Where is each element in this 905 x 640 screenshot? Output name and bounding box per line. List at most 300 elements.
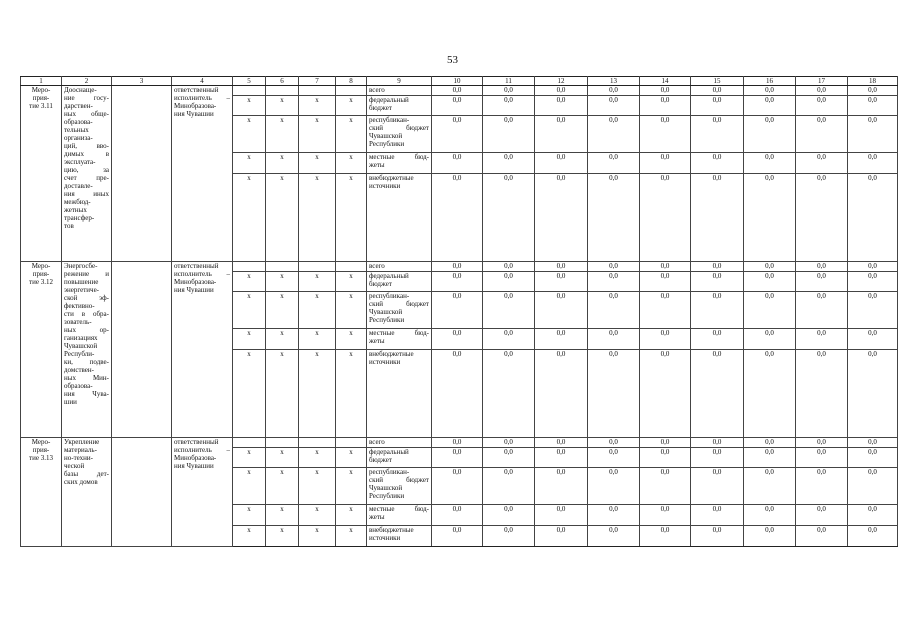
value-cell: 0,0	[744, 292, 796, 329]
value-cell: 0,0	[588, 292, 640, 329]
text-line: трансфер-	[64, 214, 95, 222]
text-line: внебюджетные	[369, 174, 414, 182]
code-cell: x	[266, 96, 299, 116]
value-cell: 0,0	[848, 174, 898, 262]
value-cell: 0,0	[848, 505, 898, 526]
measure-label	[21, 438, 62, 547]
text-line: ки, подве-	[64, 358, 109, 366]
value-cell: 0,0	[640, 448, 691, 468]
code-cell	[266, 262, 299, 272]
value-cell: 0,0	[796, 526, 848, 547]
text-line: Чувашской	[64, 342, 98, 350]
text-line: ния Чува-	[64, 390, 109, 398]
code-cell	[266, 86, 299, 96]
funding-source	[367, 468, 432, 505]
header-row	[21, 77, 898, 86]
value-cell: 0,0	[744, 272, 796, 292]
text-line: Меро-	[31, 86, 51, 94]
column-header: 1	[21, 77, 62, 86]
code-cell: x	[266, 350, 299, 438]
code-cell: x	[266, 468, 299, 505]
value-cell: 0,0	[796, 153, 848, 174]
code-cell	[336, 262, 367, 272]
text-line: Меро-	[31, 438, 51, 446]
value-cell: 0,0	[848, 448, 898, 468]
value-cell: 0,0	[535, 86, 588, 96]
funding-source	[367, 96, 432, 116]
code-cell: x	[266, 329, 299, 350]
text-line: Чувашской	[369, 308, 403, 316]
page-number: 53	[447, 54, 458, 66]
text-line: исполнитель –	[174, 94, 230, 102]
value-cell: 0,0	[796, 438, 848, 448]
text-line: Дооснаще-	[64, 86, 97, 94]
text-line: местные бюд-	[369, 153, 429, 161]
column-header: 4	[172, 77, 233, 86]
code-cell: x	[299, 116, 336, 153]
value-cell: 0,0	[691, 292, 744, 329]
value-cell: 0,0	[744, 96, 796, 116]
text-line: Минобразова-	[174, 278, 217, 286]
value-cell: 0,0	[535, 526, 588, 547]
column-header: 12	[535, 77, 588, 86]
text-line: ских домов	[64, 478, 98, 486]
value-cell: 0,0	[691, 329, 744, 350]
value-cell: 0,0	[535, 174, 588, 262]
table-row	[21, 86, 898, 96]
code-cell: x	[233, 272, 266, 292]
value-cell: 0,0	[640, 153, 691, 174]
value-cell: 0,0	[640, 526, 691, 547]
text-line: бюджет	[369, 456, 392, 464]
value-cell: 0,0	[483, 96, 535, 116]
column-header: 5	[233, 77, 266, 86]
code-cell: x	[336, 448, 367, 468]
value-cell: 0,0	[483, 272, 535, 292]
text-line: местные бюд-	[369, 505, 429, 513]
column-header: 9	[367, 77, 432, 86]
code-cell: x	[233, 174, 266, 262]
code-cell	[266, 438, 299, 448]
text-line: цию, за	[64, 166, 109, 174]
code-cell	[336, 86, 367, 96]
value-cell: 0,0	[848, 438, 898, 448]
text-line: федеральный	[369, 448, 409, 456]
text-line: федеральный	[369, 96, 409, 104]
text-line: эксплуата-	[64, 158, 96, 166]
text-line: внебюджетные	[369, 526, 414, 534]
text-line: источники	[369, 182, 401, 190]
text-line: прия-	[32, 94, 50, 102]
value-cell: 0,0	[848, 116, 898, 153]
value-cell: 0,0	[640, 505, 691, 526]
value-cell: 0,0	[691, 153, 744, 174]
value-cell: 0,0	[535, 350, 588, 438]
code-cell: x	[336, 292, 367, 329]
funding-source	[367, 86, 432, 96]
value-cell: 0,0	[796, 329, 848, 350]
column-header: 17	[796, 77, 848, 86]
value-cell: 0,0	[535, 438, 588, 448]
text-line: димых в	[64, 150, 109, 158]
value-cell: 0,0	[744, 153, 796, 174]
funding-source	[367, 116, 432, 153]
code-cell: x	[299, 468, 336, 505]
value-cell: 0,0	[848, 526, 898, 547]
value-cell: 0,0	[588, 526, 640, 547]
code-cell: x	[336, 329, 367, 350]
empty-cell	[112, 262, 172, 438]
column-header: 11	[483, 77, 535, 86]
value-cell: 0,0	[691, 116, 744, 153]
text-line: ния иных	[64, 190, 109, 198]
code-cell: x	[299, 153, 336, 174]
column-header: 8	[336, 77, 367, 86]
code-cell: x	[336, 468, 367, 505]
value-cell: 0,0	[432, 526, 483, 547]
text-line: внебюджетные	[369, 350, 414, 358]
column-header: 10	[432, 77, 483, 86]
text-line: ций, вво-	[64, 142, 109, 150]
value-cell: 0,0	[640, 329, 691, 350]
text-line: Республи-	[64, 350, 95, 358]
value-cell: 0,0	[432, 86, 483, 96]
value-cell: 0,0	[640, 86, 691, 96]
code-cell: x	[299, 329, 336, 350]
column-header: 18	[848, 77, 898, 86]
code-cell: x	[336, 272, 367, 292]
value-cell: 0,0	[588, 448, 640, 468]
value-cell: 0,0	[588, 272, 640, 292]
text-line: ответственный	[174, 262, 219, 270]
value-cell: 0,0	[796, 448, 848, 468]
text-line: повышение	[64, 278, 99, 286]
value-cell: 0,0	[432, 329, 483, 350]
text-line: Меро-	[31, 262, 51, 270]
text-line: ский бюджет	[369, 124, 429, 132]
code-cell: x	[336, 174, 367, 262]
code-cell: x	[233, 505, 266, 526]
column-header: 7	[299, 77, 336, 86]
value-cell: 0,0	[535, 329, 588, 350]
measure-name	[62, 262, 112, 438]
value-cell: 0,0	[432, 153, 483, 174]
value-cell: 0,0	[588, 468, 640, 505]
measure-label	[21, 86, 62, 262]
text-line: ответственный	[174, 438, 219, 446]
code-cell: x	[299, 505, 336, 526]
text-line: дарствен-	[64, 102, 93, 110]
text-line: но-техни-	[64, 454, 93, 462]
text-line: жеты	[369, 513, 385, 521]
text-line: всего	[369, 438, 385, 446]
code-cell: x	[336, 116, 367, 153]
text-line: ния Чувашии	[174, 462, 214, 470]
code-cell: x	[266, 505, 299, 526]
empty-cell	[112, 438, 172, 547]
text-line: исполнитель –	[174, 270, 230, 278]
value-cell: 0,0	[796, 86, 848, 96]
value-cell: 0,0	[588, 329, 640, 350]
text-line: источники	[369, 534, 401, 542]
text-line: республикан-	[369, 468, 410, 476]
text-line: всего	[369, 86, 385, 94]
measure-label	[21, 262, 62, 438]
value-cell: 0,0	[848, 350, 898, 438]
text-line: ных Мин-	[64, 374, 109, 382]
value-cell: 0,0	[535, 116, 588, 153]
value-cell: 0,0	[744, 86, 796, 96]
value-cell: 0,0	[535, 505, 588, 526]
code-cell	[299, 86, 336, 96]
code-cell: x	[266, 116, 299, 153]
value-cell: 0,0	[483, 262, 535, 272]
value-cell: 0,0	[483, 116, 535, 153]
value-cell: 0,0	[848, 262, 898, 272]
text-line: ных ор-	[64, 326, 109, 334]
text-line: всего	[369, 262, 385, 270]
funding-source	[367, 526, 432, 547]
code-cell: x	[233, 116, 266, 153]
text-line: Республики	[369, 492, 405, 500]
value-cell: 0,0	[744, 438, 796, 448]
code-cell: x	[233, 292, 266, 329]
code-cell: x	[299, 292, 336, 329]
text-line: республикан-	[369, 292, 410, 300]
text-line: организа-	[64, 134, 93, 142]
code-cell: x	[233, 329, 266, 350]
executor	[172, 86, 233, 262]
text-line: образова-	[64, 382, 93, 390]
value-cell: 0,0	[744, 350, 796, 438]
value-cell: 0,0	[432, 174, 483, 262]
value-cell: 0,0	[744, 329, 796, 350]
text-line: домствен-	[64, 366, 94, 374]
funding-source	[367, 350, 432, 438]
measure-name	[62, 86, 112, 262]
value-cell: 0,0	[535, 292, 588, 329]
value-cell: 0,0	[535, 448, 588, 468]
text-line: ской эф-	[64, 294, 109, 302]
value-cell: 0,0	[535, 153, 588, 174]
value-cell: 0,0	[432, 350, 483, 438]
value-cell: 0,0	[588, 350, 640, 438]
column-header: 2	[62, 77, 112, 86]
value-cell: 0,0	[691, 438, 744, 448]
code-cell: x	[233, 448, 266, 468]
table-row	[21, 262, 898, 272]
text-line: доставле-	[64, 182, 93, 190]
text-line: ганизациях	[64, 334, 98, 342]
value-cell: 0,0	[848, 153, 898, 174]
funding-source	[367, 329, 432, 350]
value-cell: 0,0	[432, 292, 483, 329]
value-cell: 0,0	[691, 262, 744, 272]
column-header: 13	[588, 77, 640, 86]
value-cell: 0,0	[796, 505, 848, 526]
value-cell: 0,0	[535, 272, 588, 292]
text-line: ния Чувашии	[174, 286, 214, 294]
value-cell: 0,0	[848, 272, 898, 292]
value-cell: 0,0	[483, 505, 535, 526]
text-line: межбюд-	[64, 198, 91, 206]
text-line: бюджет	[369, 280, 392, 288]
text-line: прия-	[32, 270, 50, 278]
code-cell: x	[266, 272, 299, 292]
value-cell: 0,0	[483, 468, 535, 505]
code-cell: x	[266, 526, 299, 547]
value-cell: 0,0	[691, 505, 744, 526]
value-cell: 0,0	[483, 329, 535, 350]
value-cell: 0,0	[796, 96, 848, 116]
text-line: материаль-	[64, 446, 97, 454]
value-cell: 0,0	[588, 262, 640, 272]
text-line: ский бюджет	[369, 300, 429, 308]
value-cell: 0,0	[640, 174, 691, 262]
code-cell: x	[266, 448, 299, 468]
table-row	[21, 438, 898, 448]
value-cell: 0,0	[483, 350, 535, 438]
text-line: Укрепление	[64, 438, 100, 446]
funding-source	[367, 292, 432, 329]
code-cell	[233, 86, 266, 96]
value-cell: 0,0	[691, 448, 744, 468]
value-cell: 0,0	[796, 350, 848, 438]
value-cell: 0,0	[483, 438, 535, 448]
value-cell: 0,0	[744, 448, 796, 468]
value-cell: 0,0	[848, 86, 898, 96]
text-line: тие 3.13	[29, 454, 53, 462]
value-cell: 0,0	[691, 350, 744, 438]
funding-source	[367, 262, 432, 272]
column-header: 3	[112, 77, 172, 86]
value-cell: 0,0	[796, 272, 848, 292]
text-line: жеты	[369, 161, 385, 169]
funding-source	[367, 153, 432, 174]
empty-cell	[112, 86, 172, 262]
value-cell: 0,0	[691, 526, 744, 547]
text-line: исполнитель –	[174, 446, 230, 454]
column-header: 6	[266, 77, 299, 86]
code-cell	[299, 262, 336, 272]
value-cell: 0,0	[691, 272, 744, 292]
code-cell: x	[233, 153, 266, 174]
code-cell: x	[299, 526, 336, 547]
text-line: образова-	[64, 118, 93, 126]
code-cell: x	[266, 174, 299, 262]
value-cell: 0,0	[640, 350, 691, 438]
text-line: счет пре-	[64, 174, 109, 182]
value-cell: 0,0	[744, 505, 796, 526]
value-cell: 0,0	[483, 526, 535, 547]
column-header: 14	[640, 77, 691, 86]
value-cell: 0,0	[691, 174, 744, 262]
text-line: источники	[369, 358, 401, 366]
value-cell: 0,0	[588, 174, 640, 262]
executor	[172, 262, 233, 438]
value-cell: 0,0	[588, 438, 640, 448]
code-cell: x	[336, 350, 367, 438]
text-line: прия-	[32, 446, 50, 454]
code-cell: x	[233, 350, 266, 438]
value-cell: 0,0	[796, 174, 848, 262]
text-line: шии	[64, 398, 77, 406]
column-header: 16	[744, 77, 796, 86]
value-cell: 0,0	[796, 116, 848, 153]
value-cell: 0,0	[796, 292, 848, 329]
text-line: Минобразова-	[174, 454, 217, 462]
value-cell: 0,0	[744, 526, 796, 547]
text-line: базы дет-	[64, 470, 109, 478]
value-cell: 0,0	[848, 329, 898, 350]
value-cell: 0,0	[848, 468, 898, 505]
value-cell: 0,0	[848, 96, 898, 116]
text-line: Энергосбе-	[64, 262, 98, 270]
code-cell: x	[233, 96, 266, 116]
value-cell: 0,0	[432, 468, 483, 505]
code-cell: x	[336, 96, 367, 116]
funding-source	[367, 174, 432, 262]
code-cell	[233, 438, 266, 448]
value-cell: 0,0	[483, 292, 535, 329]
text-line: ответственный	[174, 86, 219, 94]
value-cell: 0,0	[588, 86, 640, 96]
value-cell: 0,0	[640, 96, 691, 116]
text-line: Республики	[369, 140, 405, 148]
text-line: жетных	[64, 206, 87, 214]
value-cell: 0,0	[588, 96, 640, 116]
value-cell: 0,0	[432, 262, 483, 272]
value-cell: 0,0	[691, 86, 744, 96]
funding-source	[367, 272, 432, 292]
code-cell: x	[299, 448, 336, 468]
value-cell: 0,0	[588, 116, 640, 153]
code-cell: x	[266, 153, 299, 174]
value-cell: 0,0	[744, 116, 796, 153]
value-cell: 0,0	[640, 438, 691, 448]
value-cell: 0,0	[744, 262, 796, 272]
value-cell: 0,0	[432, 272, 483, 292]
text-line: Чувашской	[369, 132, 403, 140]
funding-source	[367, 505, 432, 526]
value-cell: 0,0	[691, 96, 744, 116]
value-cell: 0,0	[640, 468, 691, 505]
value-cell: 0,0	[432, 438, 483, 448]
text-line: местные бюд-	[369, 329, 429, 337]
text-line: Республики	[369, 316, 405, 324]
code-cell: x	[266, 292, 299, 329]
value-cell: 0,0	[588, 153, 640, 174]
text-line: бюджет	[369, 104, 392, 112]
text-line: Минобразова-	[174, 102, 217, 110]
value-cell: 0,0	[483, 448, 535, 468]
text-line: федеральный	[369, 272, 409, 280]
text-line: Чувашской	[369, 484, 403, 492]
funding-source	[367, 438, 432, 448]
code-cell: x	[299, 350, 336, 438]
text-line: ние госу-	[64, 94, 109, 102]
text-line: республикан-	[369, 116, 410, 124]
text-line: ния Чувашии	[174, 110, 214, 118]
code-cell: x	[336, 505, 367, 526]
code-cell: x	[299, 96, 336, 116]
text-line: тие 3.11	[29, 102, 53, 110]
value-cell: 0,0	[535, 262, 588, 272]
text-line: ческой	[64, 462, 85, 470]
code-cell	[233, 262, 266, 272]
value-cell: 0,0	[796, 468, 848, 505]
text-line: тельных	[64, 126, 89, 134]
